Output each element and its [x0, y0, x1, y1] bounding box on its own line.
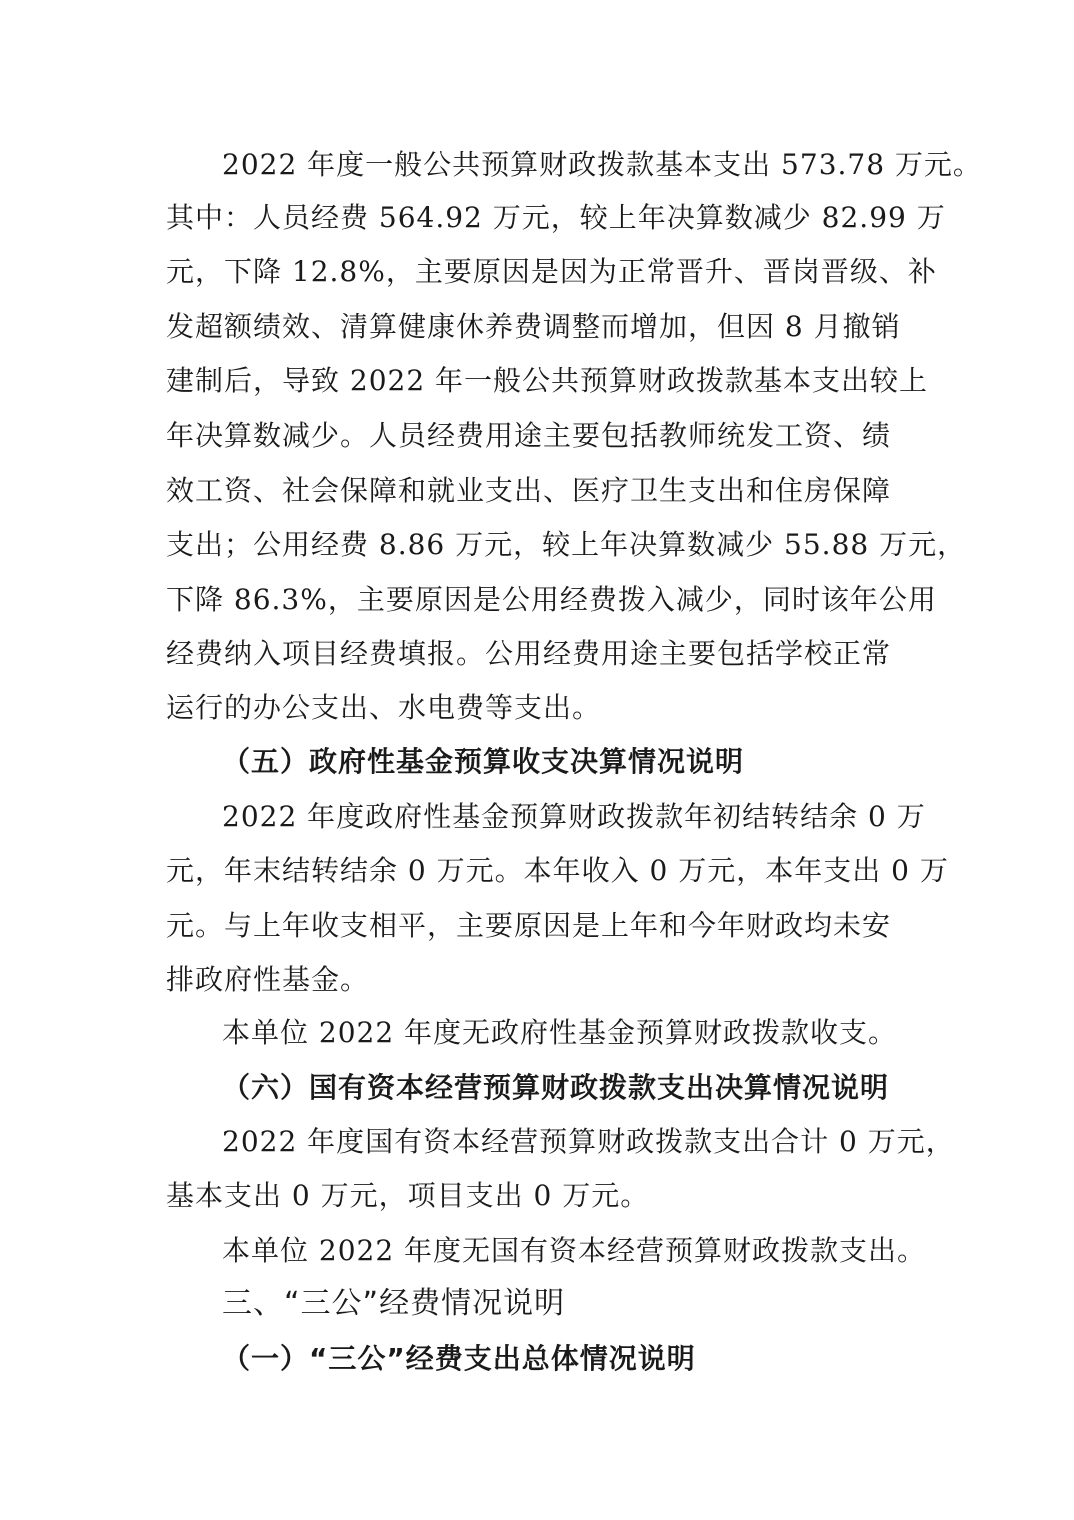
section-heading-6: （六）国有资本经营预算财政拨款支出决算情况说明	[222, 1071, 890, 1104]
paragraph-line: 元。与上年收支相平，主要原因是上年和今年财政均未安	[166, 909, 892, 942]
section-heading-5: （五）政府性基金预算收支决算情况说明	[222, 745, 745, 778]
paragraph-line: 年决算数减少。人员经费用途主要包括教师统发工资、绩	[166, 419, 892, 452]
paragraph-line: 本单位 2022 年度无政府性基金预算财政拨款收支。	[222, 1016, 898, 1049]
paragraph-line: 建制后，导致 2022 年一般公共预算财政拨款基本支出较上	[166, 364, 929, 397]
paragraph-line: 2022 年度国有资本经营预算财政拨款支出合计 0 万元，	[222, 1125, 955, 1158]
paragraph-line: 发超额绩效、清算健康休养费调整而增加，但因 8 月撤销	[166, 310, 901, 343]
paragraph-line: 基本支出 0 万元，项目支出 0 万元。	[166, 1179, 650, 1212]
paragraph-line: 元，下降 12.8%，主要原因是因为正常晋升、晋岗晋级、补	[166, 255, 937, 288]
paragraph-line: 本单位 2022 年度无国有资本经营预算财政拨款支出。	[222, 1234, 927, 1267]
paragraph-line: 支出；公用经费 8.86 万元，较上年决算数减少 55.88 万元，	[166, 528, 967, 561]
paragraph-line: 2022 年度政府性基金预算财政拨款年初结转结余 0 万	[222, 800, 926, 833]
chapter-heading-3: 三、“三公”经费情况说明	[222, 1286, 566, 1321]
paragraph-line: 下降 86.3%，主要原因是公用经费拨入减少，同时该年公用	[166, 583, 937, 616]
section-heading-3-1: （一）“三公”经费支出总体情况说明	[222, 1342, 696, 1375]
paragraph-line: 2022 年度一般公共预算财政拨款基本支出 573.78 万元。	[222, 148, 982, 181]
paragraph-line: 元，年末结转结余 0 万元。本年收入 0 万元，本年支出 0 万	[166, 854, 949, 887]
paragraph-line: 其中：人员经费 564.92 万元，较上年决算数减少 82.99 万	[166, 201, 946, 234]
paragraph-line: 效工资、社会保障和就业支出、医疗卫生支出和住房保障	[166, 474, 892, 507]
paragraph-line: 运行的办公支出、水电费等支出。	[166, 691, 602, 724]
paragraph-line: 排政府性基金。	[166, 963, 370, 996]
paragraph-line: 经费纳入项目经费填报。公用经费用途主要包括学校正常	[166, 637, 892, 670]
